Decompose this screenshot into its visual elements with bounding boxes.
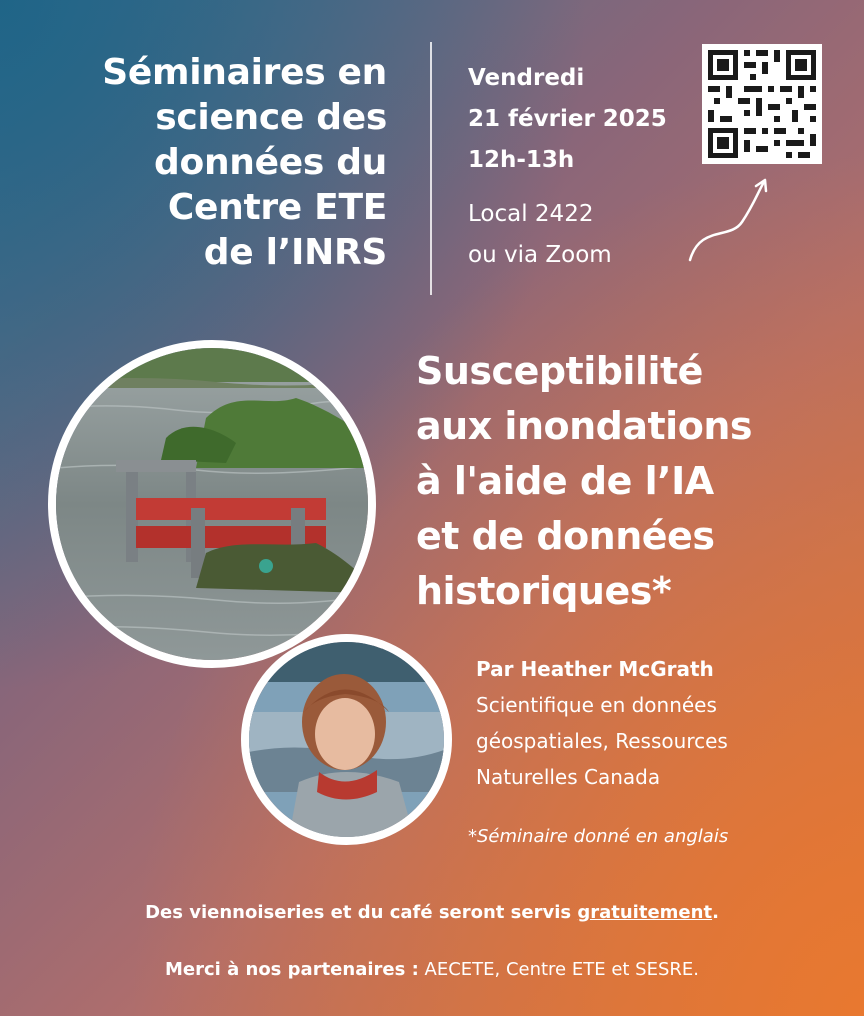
- talk-title-line: historiques*: [416, 569, 672, 613]
- event-day: Vendredi: [468, 65, 585, 91]
- event-zoom: ou via Zoom: [468, 242, 612, 268]
- event-location-block: [468, 194, 667, 276]
- refreshments-text: Des viennoiseries et du café seront servis: [145, 902, 578, 923]
- talk-title-line: aux inondations: [416, 404, 752, 448]
- event-date-block: [468, 58, 667, 181]
- event-time: 12h-13h: [468, 147, 575, 173]
- talk-title-line: Susceptibilité: [416, 349, 703, 393]
- qr-code-icon[interactable]: [702, 44, 822, 164]
- speaker-name: Par Heather McGrath: [476, 657, 714, 681]
- series-title: [102, 50, 387, 275]
- series-title-line: science des: [155, 97, 387, 138]
- speaker-info: [476, 651, 728, 795]
- speaker-role: [476, 687, 728, 795]
- series-title-line: Séminaires en: [102, 52, 387, 93]
- language-note: *Séminaire donné en anglais: [468, 826, 729, 847]
- speaker-photo: [241, 634, 452, 845]
- partners-list: AECETE, Centre ETE et SESRE.: [418, 959, 699, 980]
- flood-bench-photo: [48, 340, 376, 668]
- refreshments-notice: [0, 902, 864, 923]
- speaker-role-line: Naturelles Canada: [476, 765, 661, 789]
- partners-line: [0, 959, 864, 980]
- series-title-line: données du: [154, 142, 387, 183]
- speaker-role-line: géospatiales, Ressources: [476, 729, 728, 753]
- refreshments-end: .: [712, 902, 719, 923]
- arrow-up-right-icon: [680, 170, 780, 274]
- event-info: [468, 58, 667, 276]
- talk-title-line: et de données: [416, 514, 715, 558]
- vertical-divider: [430, 42, 432, 295]
- series-title-line: Centre ETE: [167, 187, 387, 228]
- talk-title: [416, 344, 752, 619]
- event-date: 21 février 2025: [468, 106, 667, 132]
- speaker-role-line: Scientifique en données: [476, 693, 717, 717]
- partners-label: Merci à nos partenaires :: [164, 959, 419, 980]
- series-title-line: de l’INRS: [203, 232, 387, 273]
- free-emphasis: gratuitement: [577, 902, 713, 923]
- event-room: Local 2422: [468, 201, 594, 227]
- talk-title-line: à l'aide de l’IA: [416, 459, 714, 503]
